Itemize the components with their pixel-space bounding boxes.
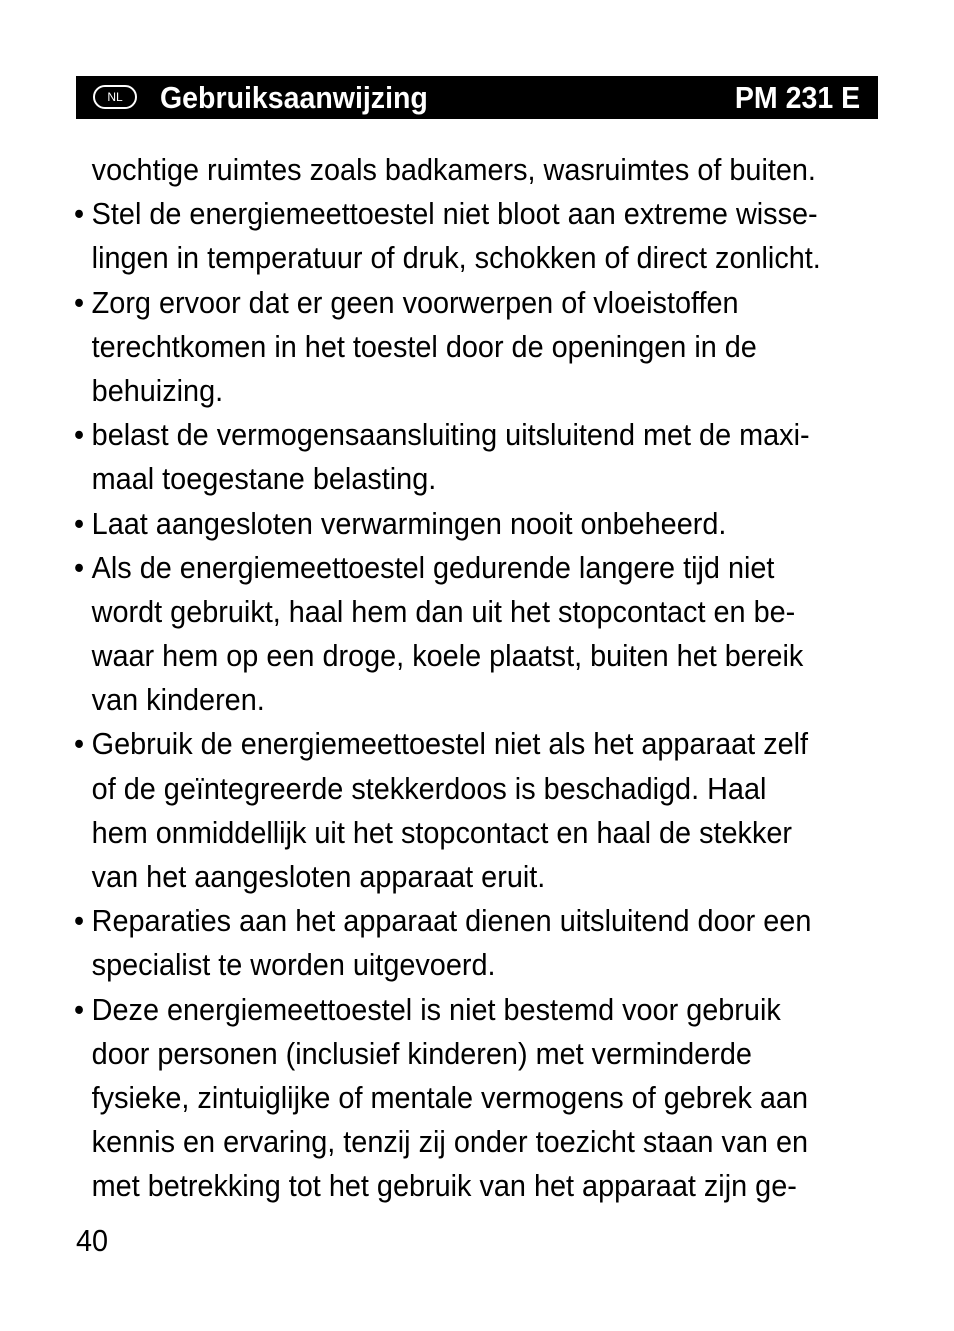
text-line bbox=[74, 1120, 827, 1164]
bullet-symbol: • bbox=[74, 549, 85, 585]
bullet-line bbox=[74, 899, 827, 943]
line-text: Deze energiemeettoestel is niet bestemd voor gebruik bbox=[91, 991, 781, 1027]
bullet-line bbox=[74, 192, 827, 236]
page-title: Gebruiksaanwijzing bbox=[160, 80, 428, 115]
text-line bbox=[74, 943, 827, 987]
line-text: behuizing. bbox=[91, 372, 224, 408]
line-text: wordt gebruikt, haal hem dan uit het stopcontact en be- bbox=[91, 593, 796, 629]
line-text: lingen in temperatuur of druk, schokken of direct zonlicht. bbox=[91, 240, 821, 276]
line-text: met betrekking tot het gebruik van het apparaat zijn ge- bbox=[91, 1168, 797, 1204]
line-text: Gebruik de energiemeettoestel niet als het apparaat zelf bbox=[91, 726, 809, 762]
text-line bbox=[74, 369, 827, 413]
text-line bbox=[74, 634, 827, 678]
line-text: waar hem op een droge, koele plaatst, buiten het bereik bbox=[91, 638, 804, 674]
bullet-symbol: • bbox=[74, 284, 85, 320]
bullet-line bbox=[74, 413, 827, 457]
line-text: terechtkomen in het toestel door de openingen in de bbox=[91, 328, 757, 364]
text-line bbox=[74, 1076, 827, 1120]
text-line bbox=[74, 678, 827, 722]
instruction-text bbox=[74, 148, 884, 1209]
line-text: of de geïntegreerde stekkerdoos is beschadigd. Haal bbox=[91, 770, 767, 806]
bullet-line bbox=[74, 722, 827, 766]
line-text: van kinderen. bbox=[91, 682, 265, 718]
text-line bbox=[74, 457, 827, 501]
bullet-symbol: • bbox=[74, 505, 85, 541]
header-bar bbox=[76, 76, 878, 119]
text-line bbox=[74, 855, 827, 899]
line-text: van het aangesloten apparaat eruit. bbox=[91, 859, 546, 894]
bullet-line bbox=[74, 502, 827, 546]
language-badge: NL bbox=[93, 85, 137, 109]
line-text: specialist te worden uitgevoerd. bbox=[91, 947, 496, 983]
line-text: Als de energiemeettoestel gedurende langere tijd niet bbox=[91, 549, 775, 585]
line-text: kennis en ervaring, tenzij zij onder toezicht staan van en bbox=[91, 1124, 809, 1160]
line-text: fysieke, zintuiglijke of mentale vermogens of gebrek aan bbox=[91, 1079, 809, 1115]
line-text: belast de vermogensaansluiting uitsluitend met de maxi- bbox=[91, 417, 810, 453]
page-number: 40 bbox=[76, 1223, 109, 1258]
bullet-line bbox=[74, 281, 827, 325]
line-text: Zorg ervoor dat er geen voorwerpen of vloeistoffen bbox=[91, 284, 739, 320]
bullet-line bbox=[74, 546, 827, 590]
line-text: maal toegestane belasting. bbox=[91, 461, 437, 497]
bullet-symbol: • bbox=[74, 726, 85, 762]
text-line bbox=[74, 590, 827, 634]
bullet-line bbox=[74, 988, 827, 1032]
text-line bbox=[74, 811, 827, 855]
text-line bbox=[74, 1032, 827, 1076]
line-text: Reparaties aan het apparaat dienen uitsluitend door een bbox=[91, 903, 812, 939]
bullet-symbol: • bbox=[74, 196, 85, 232]
line-text: Laat aangesloten verwarmingen nooit onbeheerd. bbox=[91, 505, 727, 541]
line-text: door personen (inclusief kinderen) met verminderde bbox=[91, 1035, 752, 1071]
text-line bbox=[74, 325, 827, 369]
text-line bbox=[74, 148, 827, 192]
text-line bbox=[74, 236, 827, 280]
line-text: Stel de energiemeettoestel niet bloot aan extreme wisse- bbox=[91, 196, 818, 232]
bullet-symbol: • bbox=[74, 417, 85, 453]
text-line bbox=[74, 1164, 827, 1208]
text-line bbox=[74, 767, 827, 811]
model-number: PM 231 E bbox=[734, 80, 860, 115]
line-text: hem onmiddellijk uit het stopcontact en haal de stekker bbox=[91, 814, 793, 850]
bullet-symbol: • bbox=[74, 991, 85, 1027]
line-text: vochtige ruimtes zoals badkamers, wasruimtes of buiten. bbox=[91, 152, 816, 187]
bullet-symbol: • bbox=[74, 903, 85, 939]
